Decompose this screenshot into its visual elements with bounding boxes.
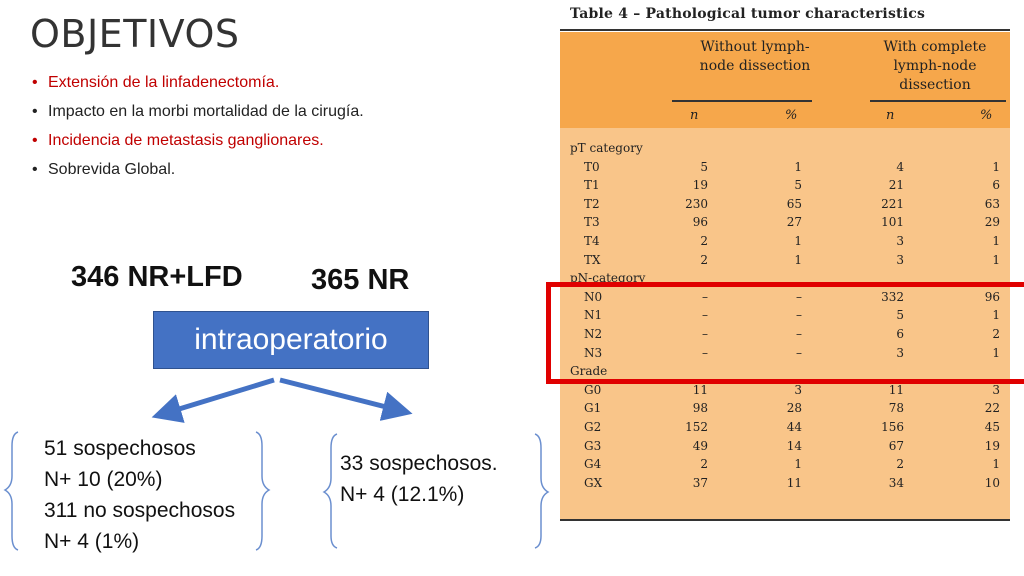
col-header-pct1: % [785, 108, 798, 123]
bullet-item: • Extensión de la linfadenectomía. [30, 74, 400, 91]
table-cell: 1 [794, 252, 802, 267]
section-label: Grade [570, 364, 608, 379]
table-cell: – [796, 308, 802, 323]
table-cell: 45 [984, 420, 1000, 434]
table-cell: 49 [692, 438, 708, 453]
header-line: node dissection [699, 58, 811, 74]
row-label: G2 [584, 420, 602, 434]
row-label: GX [584, 475, 603, 490]
table-cell: 1 [992, 457, 1000, 472]
row-label: T4 [584, 234, 600, 248]
left-group-line: N+ 10 (20%) [44, 468, 163, 491]
table-cell: 29 [984, 215, 1000, 230]
row-label: T0 [584, 159, 600, 174]
intraoperatorio-box: intraoperatorio [153, 311, 429, 369]
table-cell: 22 [984, 401, 1000, 416]
table-cell: 101 [881, 215, 904, 230]
table-cell: – [702, 327, 708, 341]
table-cell: 2 [896, 457, 904, 472]
header-line: Without lymph- [700, 39, 810, 55]
table-cell: 6 [896, 327, 904, 341]
table-cell: 11 [888, 382, 904, 397]
col-header-pct2: % [980, 108, 993, 123]
table-row [560, 251, 1010, 270]
table-cell: 3 [992, 382, 1000, 397]
table-cell: 2 [992, 327, 1000, 341]
table-cell: – [796, 289, 802, 304]
header-line: With complete [883, 39, 987, 55]
row-label: N0 [584, 289, 603, 304]
table-cell: – [796, 345, 802, 360]
table-cell: 34 [888, 475, 904, 490]
left-group [44, 433, 235, 557]
section-label: pN-category [570, 271, 646, 286]
table-cell: 28 [786, 401, 802, 416]
table-cell: 1 [992, 234, 1000, 248]
row-label: T1 [584, 178, 600, 193]
row-label: N3 [584, 345, 603, 360]
left-group-line: 311 no sospechosos [44, 499, 236, 522]
table-cell: 6 [992, 178, 1000, 193]
row-label: G4 [584, 457, 602, 472]
header-line: dissection [899, 77, 971, 93]
table-top-rule [560, 29, 1010, 31]
table-bottom-rule [560, 519, 1010, 521]
col-header-n1: n [690, 108, 699, 123]
table-cell: 96 [984, 289, 1000, 304]
table-row [560, 455, 1010, 474]
table-cell: 44 [786, 420, 802, 434]
table-cell: 67 [888, 438, 904, 453]
bullet-item: • Sobrevida Global. [30, 161, 400, 178]
table-cell: – [702, 308, 708, 323]
table-cell: 78 [888, 401, 904, 416]
right-brace-open [324, 434, 337, 548]
table-row [560, 418, 1010, 437]
row-label: G3 [584, 438, 602, 453]
table-cell: 5 [700, 159, 708, 174]
table-cell: 19 [984, 438, 1000, 453]
table-cell: 96 [692, 215, 708, 230]
table-cell: 221 [881, 196, 904, 211]
table-cell: 3 [896, 345, 904, 360]
table-cell: 156 [881, 420, 904, 434]
table-cell: 14 [786, 438, 802, 453]
table-cell: 1 [794, 159, 802, 174]
table-header [560, 32, 1010, 128]
group-rule-right [870, 100, 1006, 102]
right-group-line: N+ 4 (12.1%) [340, 483, 465, 506]
table-cell: 1 [794, 234, 802, 248]
table-cell: 1 [992, 159, 1000, 174]
row-label: G1 [584, 401, 602, 416]
bullet-item: • Incidencia de metastasis ganglionares. [30, 132, 400, 149]
row-label: N2 [584, 327, 603, 341]
table-cell: – [702, 289, 708, 304]
table-cell: 5 [794, 178, 802, 193]
pathology-table [556, 0, 1024, 525]
table-cell: 1 [992, 252, 1000, 267]
table-cell: 19 [692, 178, 708, 193]
table-cell: 98 [692, 401, 708, 416]
table-row [560, 195, 1010, 214]
table-cell: 11 [786, 475, 802, 490]
table-cell: 3 [896, 252, 904, 267]
group-rule-left [672, 100, 812, 102]
table-cell: 5 [896, 308, 904, 323]
table-cell: 2 [700, 457, 708, 472]
table-row [560, 399, 1010, 418]
header-line: lymph-node [893, 58, 977, 74]
table-cell: 2 [700, 252, 708, 267]
table-row [560, 213, 1010, 232]
table-cell: 1 [992, 345, 1000, 360]
row-label: T2 [584, 196, 600, 211]
section-label: pT category [570, 141, 643, 155]
bullet-item: • Impacto en la morbi mortalidad de la cirugía. [30, 103, 400, 120]
table-cell: – [702, 345, 708, 360]
left-group-line: 51 sospechosos [44, 437, 196, 460]
table-cell: 37 [692, 475, 708, 490]
table-row [560, 232, 1010, 251]
group-header-without [660, 38, 850, 76]
right-group-line: 33 sospechosos. [340, 452, 498, 475]
table-cell: 2 [700, 234, 708, 248]
right-group [340, 448, 498, 510]
table-row [560, 158, 1010, 177]
row-label: N1 [584, 308, 603, 323]
table-cell: 1 [794, 457, 802, 472]
table-cell: 10 [984, 475, 1000, 490]
right-brace-close [535, 434, 548, 548]
table-cell: 63 [984, 196, 1000, 211]
right-cohort-label: 365 NR [311, 264, 410, 296]
table-cell: 4 [896, 159, 904, 174]
row-label: T3 [584, 215, 600, 230]
table-cell: 3 [794, 382, 802, 397]
table-cell: 230 [685, 196, 708, 211]
slide-title: OBJETIVOS [30, 12, 240, 56]
table-cell: 11 [692, 382, 708, 397]
arrow-left [166, 380, 274, 413]
left-brace-close [256, 432, 269, 550]
row-label: G0 [584, 382, 602, 397]
table-cell: 1 [992, 308, 1000, 323]
left-cohort-label: 346 NR+LFD [71, 261, 243, 293]
left-group-line: N+ 4 (1%) [44, 530, 140, 553]
row-label: TX [584, 252, 601, 267]
highlight-frame [546, 282, 1024, 384]
table-cell: 65 [786, 196, 802, 211]
table-row [560, 176, 1010, 195]
table-cell: 27 [786, 215, 802, 230]
table-cell: 152 [685, 420, 708, 434]
left-brace-open [5, 432, 18, 550]
group-header-with [860, 38, 1010, 95]
table-cell: – [796, 327, 802, 341]
table-cell: 3 [896, 234, 904, 248]
table-row [560, 474, 1010, 493]
section-header [560, 139, 1010, 158]
col-header-n2: n [886, 108, 895, 123]
arrow-right [280, 380, 398, 410]
table-cell: 21 [888, 178, 904, 193]
table-cell: 332 [881, 289, 904, 304]
table-row [560, 437, 1010, 456]
table-caption: Table 4 – Pathological tumor characteristics [570, 6, 926, 22]
